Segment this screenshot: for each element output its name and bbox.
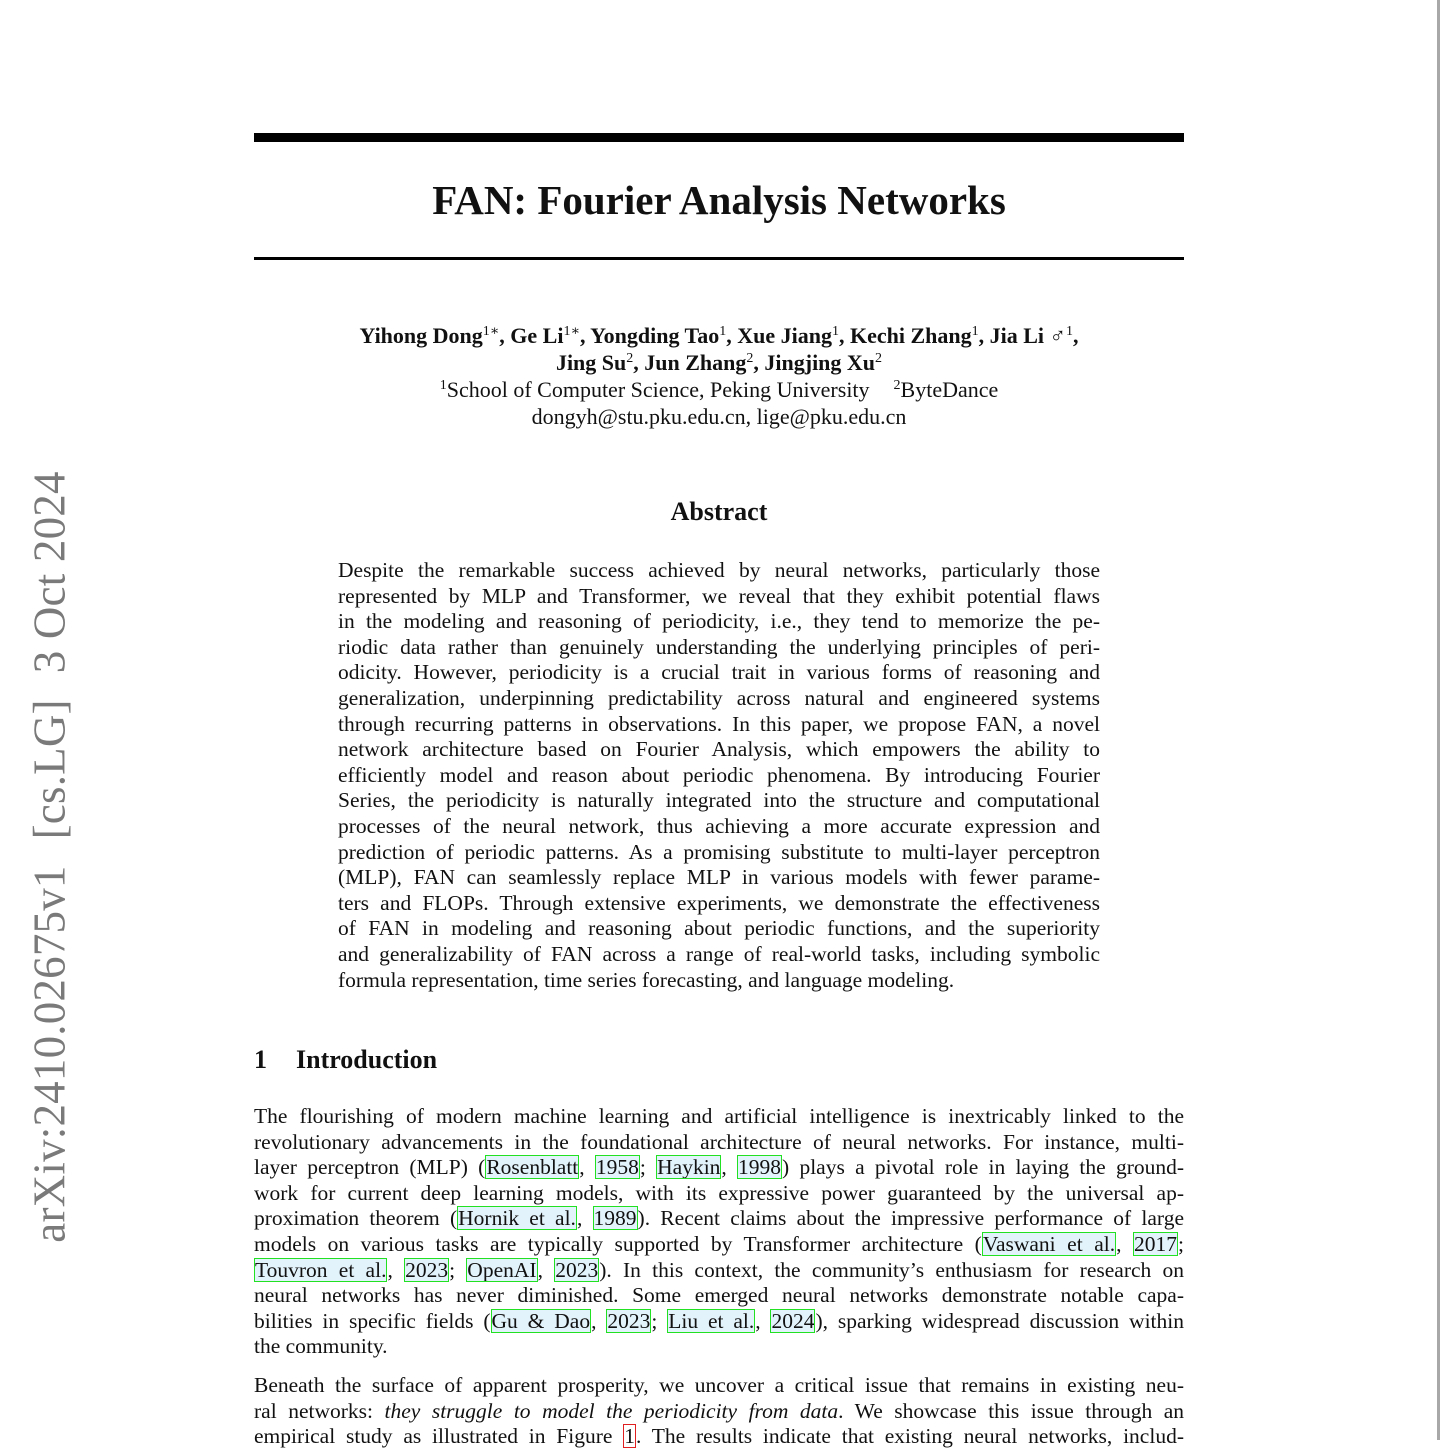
- arxiv-stamp: [24, 471, 75, 1243]
- text: . We showcase this issue through an: [838, 1398, 1184, 1423]
- title-rule-top: [254, 133, 1184, 142]
- para-line: the community.: [254, 1334, 388, 1359]
- author-affil-mark: 1∗: [482, 324, 500, 339]
- affiliation-1: School of Computer Science, Peking University: [446, 377, 870, 402]
- author-affil-mark: 2: [746, 351, 754, 366]
- abstract-line: ters and FLOPs. Through extensive experiments, we demonstrate the effectiveness: [338, 890, 1100, 915]
- text: ). In this context, the community’s enthusiasm for research on: [599, 1257, 1184, 1282]
- abstract-line: processes of the neural network, thus achieving a more accurate expression and: [338, 813, 1100, 838]
- author: Ge Li: [510, 323, 564, 348]
- text: ;: [1178, 1231, 1184, 1256]
- text: proximation theorem (: [254, 1206, 458, 1231]
- separator: ,: [579, 323, 591, 348]
- figure-ref-link[interactable]: 1: [624, 1424, 635, 1449]
- para-line: [254, 1232, 1184, 1258]
- text: ), sparking widespread discussion within: [815, 1308, 1184, 1333]
- text: ,: [537, 1257, 555, 1282]
- section-title: Introduction: [296, 1045, 438, 1074]
- text: . The results indicate that existing neural networks, includ-: [635, 1424, 1184, 1449]
- arxiv-id[interactable]: arXiv:2410.02675v1: [24, 865, 75, 1243]
- author-emails: dongyh@stu.pku.edu.cn, lige@pku.edu.cn: [531, 404, 907, 429]
- author: Jingjing Xu: [764, 350, 876, 375]
- text: ). Recent claims about the impressive performance of large: [637, 1206, 1184, 1231]
- citation-link[interactable]: Haykin: [657, 1155, 721, 1180]
- para-line: [254, 1155, 1184, 1181]
- text: ,: [1116, 1231, 1134, 1256]
- text: ;: [639, 1155, 657, 1180]
- text: bilities in specific fields (: [254, 1308, 491, 1333]
- citation-year-link[interactable]: 2023: [555, 1257, 599, 1282]
- abstract-line: efficiently model and reason about periodic phenomena. By introducing Fourier: [338, 762, 1100, 787]
- citation-link[interactable]: Gu & Dao: [491, 1308, 591, 1333]
- separator: ,: [753, 350, 765, 375]
- separator: ,: [726, 323, 738, 348]
- citation-year-link[interactable]: 2017: [1134, 1231, 1178, 1256]
- abstract-line: and generalizability of FAN across a range of real-world tasks, including symbolic: [338, 941, 1100, 966]
- author: Jun Zhang: [644, 350, 747, 375]
- abstract-line: network architecture based on Fourier Analysis, which empowers the ability to: [338, 737, 1100, 762]
- text: ;: [449, 1257, 467, 1282]
- separator: ,: [838, 323, 850, 348]
- para-line: The flourishing of modern machine learning and artificial intelligence is inextricably linked to the: [254, 1104, 1184, 1128]
- author-affil-mark: 1: [971, 324, 979, 339]
- citation-year-link[interactable]: 1998: [738, 1155, 782, 1180]
- author: Jing Su: [555, 350, 627, 375]
- abstract-line: formula representation, time series forecasting, and language modeling.: [338, 967, 955, 992]
- affil-mark: 1: [439, 378, 447, 393]
- abstract-line: Series, the periodicity is naturally integrated into the structure and computational: [338, 788, 1100, 813]
- section-number: 1: [254, 1045, 267, 1074]
- text: layer perceptron (MLP) (: [254, 1155, 486, 1180]
- paper-title: FAN: Fourier Analysis Networks: [432, 177, 1006, 223]
- citation-link[interactable]: Liu et al.: [668, 1308, 755, 1333]
- abstract-line: generalization, underpinning predictability across natural and engineered systems: [338, 685, 1100, 710]
- arxiv-category: [cs.LG]: [24, 699, 75, 840]
- text: ,: [579, 1155, 595, 1180]
- abstract-line: represented by MLP and Transformer, we reveal that they exhibit potential flaws: [338, 583, 1100, 608]
- abstract-body: [338, 558, 1100, 993]
- author-affil-mark: 1: [831, 324, 839, 339]
- para-line: [254, 1309, 1184, 1335]
- text: ral networks:: [254, 1398, 385, 1423]
- para-line: work for current deep learning models, with its expressive power guaranteed by the universal ap-: [254, 1180, 1184, 1205]
- abstract-line: in the modeling and reasoning of periodicity, i.e., they tend to memorize the pe-: [338, 609, 1100, 634]
- abstract-line: riodic data rather than genuinely understanding the underlying principles of peri-: [338, 634, 1100, 659]
- text: empirical study as illustrated in Figure: [254, 1424, 624, 1449]
- arxiv-date: 3 Oct 2024: [24, 471, 75, 674]
- para-line: [254, 1258, 1184, 1284]
- affiliations: [254, 376, 1184, 403]
- citation-year-link[interactable]: 2023: [607, 1308, 651, 1333]
- para-line: [254, 1424, 1184, 1450]
- abstract-line: (MLP), FAN can seamlessly replace MLP in various models with fewer parame-: [338, 865, 1100, 890]
- text: ,: [755, 1308, 771, 1333]
- separator: ,: [1073, 323, 1079, 348]
- citation-year-link[interactable]: 1989: [593, 1206, 637, 1231]
- abstract-line: Despite the remarkable success achieved by neural networks, particularly those: [338, 558, 1100, 582]
- citation-link[interactable]: Touvron et al.: [255, 1257, 387, 1282]
- separator: ,: [633, 350, 645, 375]
- para-line: [254, 1206, 1184, 1232]
- author-affil-mark: 2: [626, 351, 634, 366]
- text: ,: [387, 1257, 405, 1282]
- citation-link[interactable]: Hornik et al.: [458, 1206, 576, 1231]
- title-rule-bottom: [254, 257, 1184, 260]
- citation-link[interactable]: OpenAI: [467, 1257, 537, 1282]
- author-affil-mark: 1: [1066, 324, 1073, 339]
- para-line: Beneath the surface of apparent prosperity, we uncover a critical issue that remains in existing neu-: [254, 1373, 1184, 1397]
- text: models on various tasks are typically supported by Transformer architecture (: [254, 1231, 982, 1256]
- citation-link[interactable]: Vaswani et al.: [982, 1231, 1116, 1256]
- separator: ,: [499, 323, 511, 348]
- text: ) plays a pivotal role in laying the ground-: [782, 1155, 1184, 1180]
- abstract-line: odicity. However, periodicity is a crucial trait in various forms of reasoning and: [338, 660, 1100, 685]
- text: ,: [721, 1155, 738, 1180]
- affiliation-2: ByteDance: [900, 377, 999, 402]
- authors-line-2: [254, 349, 1184, 376]
- intro-paragraph-2: [254, 1373, 1184, 1450]
- author: Yongding Tao: [590, 323, 720, 348]
- author: Jia Li ♂: [989, 323, 1066, 348]
- author-affil-mark: 2: [875, 351, 883, 366]
- author: Kechi Zhang: [849, 323, 972, 348]
- para-line: neural networks has never diminished. Some emerged neural networks demonstrate notable capa-: [254, 1283, 1184, 1308]
- abstract-line: prediction of periodic patterns. As a promising substitute to multi-layer perceptron: [338, 839, 1100, 864]
- section-heading-introduction: [254, 1044, 437, 1076]
- abstract-line: through recurring patterns in observations. In this paper, we propose FAN, a novel: [338, 711, 1100, 736]
- author-affil-mark: 1: [719, 324, 727, 339]
- abstract-heading: Abstract: [670, 497, 768, 526]
- intro-paragraph-1: [254, 1104, 1184, 1360]
- author: Yihong Dong: [359, 323, 483, 348]
- emphasis-text: they struggle to model the periodicity from data: [384, 1398, 839, 1423]
- separator: ,: [978, 323, 990, 348]
- citation-year-link[interactable]: 1958: [595, 1155, 639, 1180]
- abstract-line: of FAN in modeling and reasoning about periodic functions, and the superiority: [338, 916, 1100, 941]
- text: ,: [576, 1206, 593, 1231]
- citation-year-link[interactable]: 2024: [771, 1308, 815, 1333]
- author: Xue Jiang: [737, 323, 832, 348]
- author-affil-mark: 1∗: [563, 324, 580, 339]
- authors-line-1: [254, 322, 1184, 349]
- text: ,: [591, 1308, 607, 1333]
- affil-mark: 2: [893, 378, 901, 393]
- citation-year-link[interactable]: 2023: [405, 1257, 449, 1282]
- citation-link[interactable]: Rosenblatt: [486, 1155, 579, 1180]
- para-line: [254, 1399, 1184, 1425]
- text: ;: [651, 1308, 668, 1333]
- para-line: revolutionary advancements in the foundational architecture of neural networks. For instance, multi-: [254, 1129, 1184, 1154]
- author-block: [254, 322, 1184, 430]
